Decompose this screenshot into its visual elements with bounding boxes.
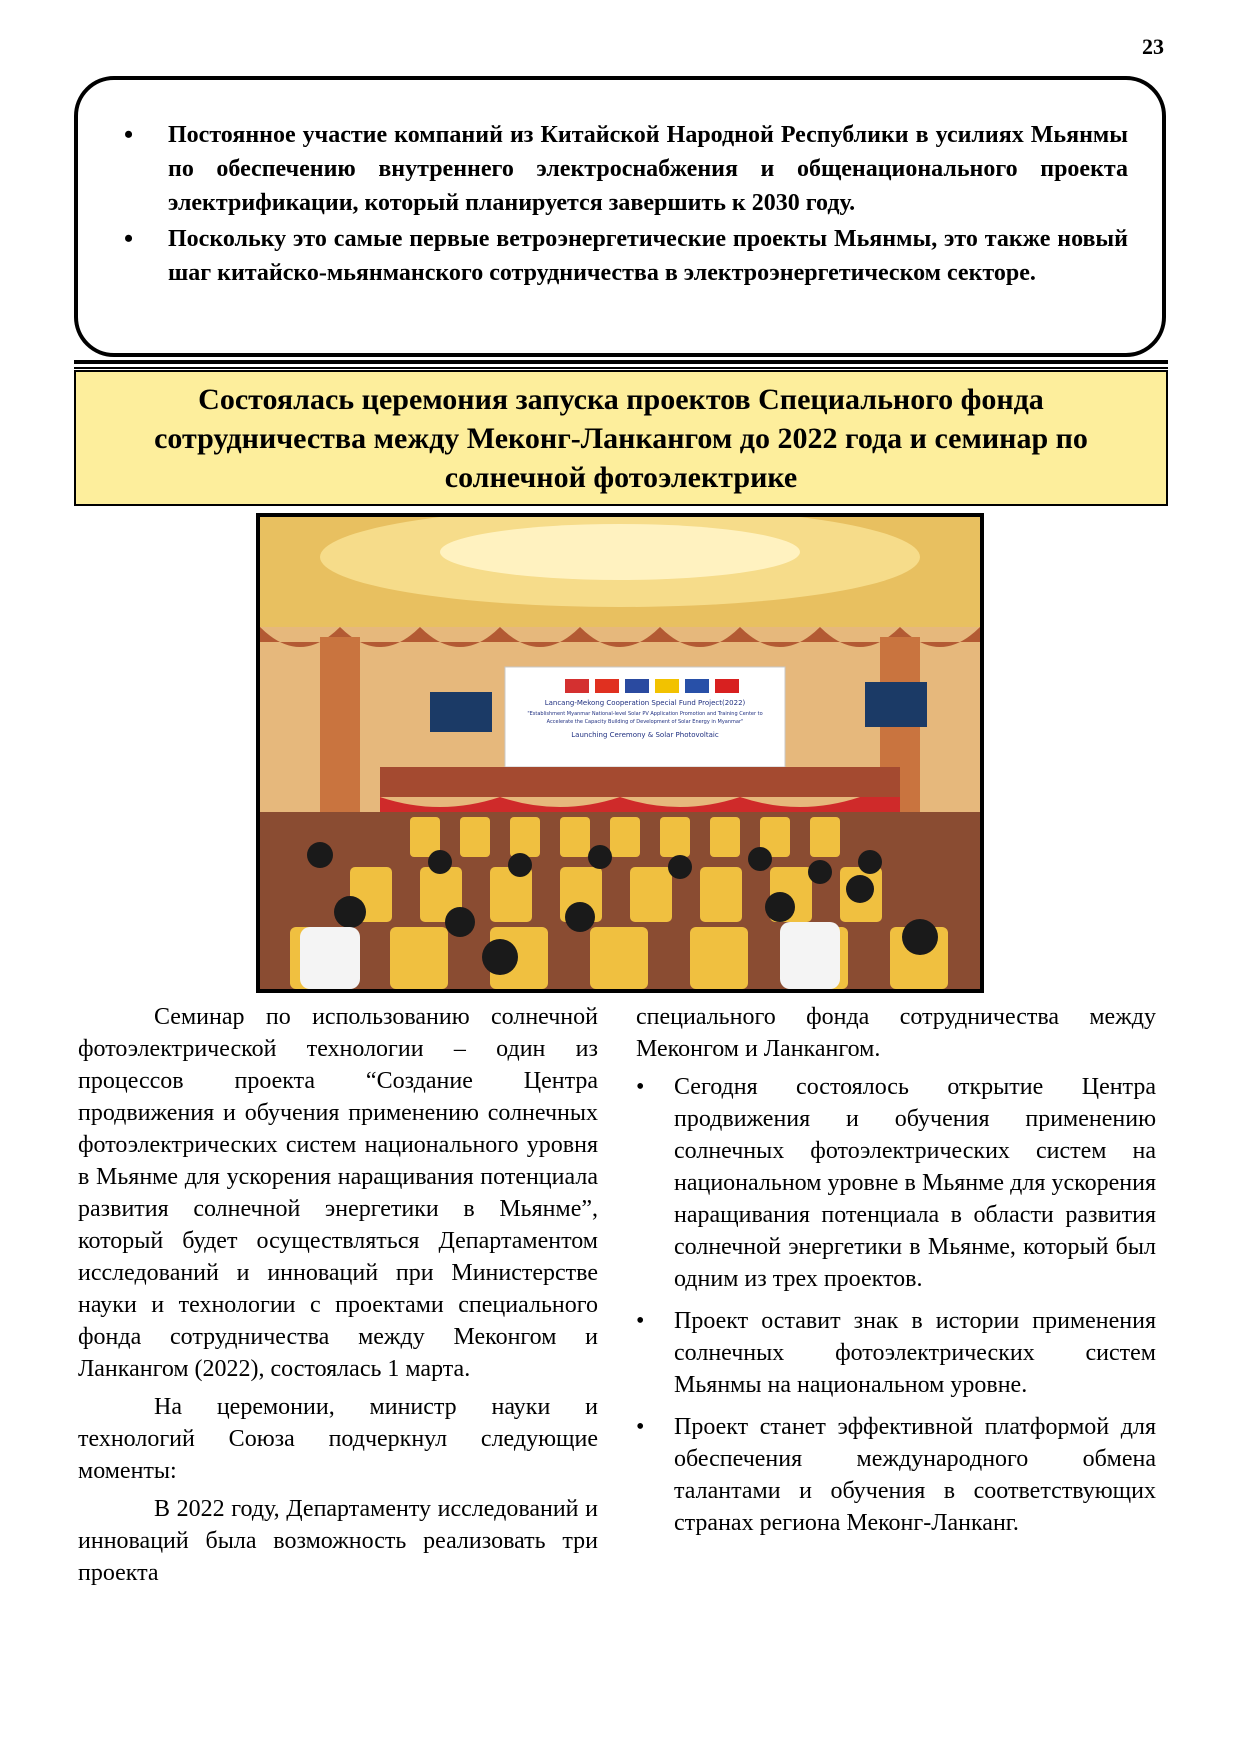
headline-box (74, 370, 1168, 506)
article-headline: Состоялась церемония запуска проектов Специального фонда сотрудничества между Меконг-Ланкангом до 2022 года и семинар по солнечной фотоэлектрике (154, 382, 1088, 494)
ceremony-hall-photo (260, 517, 980, 989)
callout-bullet: • Поскольку это самые первые ветроэнергетические проекты Мьянмы, это также новый шаг китайско-мьянманского сотрудничества в электроэнергетическом секторе. (118, 222, 1128, 290)
photo-light (440, 524, 800, 580)
article-paragraph: В 2022 году, Департаменту исследований и инноваций была возможность реализовать три проекта (78, 1496, 598, 1586)
flag-icon (655, 679, 679, 693)
divider-rule-thin (74, 367, 1168, 369)
flag-icon (595, 679, 619, 693)
photo-curtain-left (320, 637, 360, 827)
article-column-right (636, 1001, 1156, 1549)
banner-text-2: "Establishment Myanmar National-level Solar PV Application Promotion and Training Center to (527, 711, 763, 717)
photo-screen-left (430, 692, 492, 732)
article-bullet: • Сегодня состоялось открытие Центра продвижения и обучения применению солнечных фотоэлектрических систем на национальном уровне в Мьянме для ускорения наращивания потенциала в области развития солнечной энергетики в Мьянме, который был одним из трех проектов. (636, 1071, 1156, 1295)
flag-icon (685, 679, 709, 693)
article-paragraph: специального фонда сотрудничества между Меконгом и Ланкангом. (636, 1004, 1156, 1062)
flag-icon (625, 679, 649, 693)
divider-rule (74, 360, 1168, 364)
page-number: 23 (1142, 34, 1164, 59)
flag-icon (565, 679, 589, 693)
callout-bullet: • Постоянное участие компаний из Китайской Народной Республики в усилиях Мьянмы по обеспечению внутреннего электроснабжения и общенационального проекта электрификации, который планируется завершить к 2030 году. (118, 118, 1128, 220)
banner-text-4: Launching Ceremony & Solar Photovoltaic (571, 731, 719, 739)
article-bullet-list (636, 1071, 1156, 1539)
photo-screen-right (865, 682, 927, 727)
callout-box (74, 76, 1166, 357)
banner-text-3: Accelerate the Capacity Building of Development of Solar Energy in Myanmar" (546, 719, 744, 725)
event-photo (256, 513, 984, 993)
article-paragraph: На церемонии, министр науки и технологий Союза подчеркнул следующие моменты: (78, 1394, 598, 1484)
article-paragraph: Семинар по использованию солнечной фотоэлектрической технологии – один из процессов проекта “Создание Центра продвижения и обучения применению солнечных фотоэлектрических систем национального уровня в Мьянме для ускорения наращивания потенциала развития солнечной энергетики в Мьянме”, который будет осуществляться Департаментом исследований и инноваций при Министерстве науки и технологии с проектами специального фонда сотрудничества между Меконгом и Ланкангом (2022), состоялась 1 марта. (78, 1004, 598, 1382)
article-bullet: • Проект оставит знак в истории применения солнечных фотоэлектрических систем Мьянмы на национальном уровне. (636, 1305, 1156, 1401)
article-column-left (78, 1001, 598, 1595)
flag-icon (715, 679, 739, 693)
callout-list (118, 118, 1128, 290)
article-bullet: • Проект станет эффективной платформой для обеспечения международного обмена талантами и обучения в соответствующих странах региона Меконг-Ланканг. (636, 1411, 1156, 1539)
banner-text-1: Lancang-Mekong Cooperation Special Fund Project(2022) (544, 699, 746, 707)
photo-stage (380, 767, 900, 797)
